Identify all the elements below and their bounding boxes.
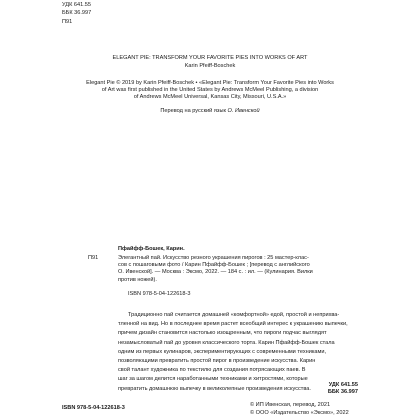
catalog-line: Элегантный пай. Искусство резного украшения пирогов : 25 мастер-клас- xyxy=(118,255,309,261)
isbn-bottom: ISBN 978-5-04-122618-3 xyxy=(62,405,125,411)
catalog-line: сов с пошаговыми фото / Карин Пфайфф-Бошек ; [перевод с английского xyxy=(118,262,310,269)
copyright-notice xyxy=(0,80,420,102)
annotation-line: шаг за шагом делится наработанными техниками и хитростями, которые xyxy=(118,376,308,383)
original-title: ELEGANT PIE: TRANSFORM YOUR FAVORITE PIES INTO WORKS OF ART xyxy=(112,55,308,61)
annotation-line: Традиционно пай считается домашней «комфортной» едой, простой и неприхва- xyxy=(128,312,340,318)
catalog-line: против ножей). xyxy=(118,276,157,283)
original-author: Karin Pfeiff-Boschek xyxy=(184,63,236,69)
annotation-line: превратить домашнюю выпечку в великолепные произведения искусства. xyxy=(118,385,311,392)
udk-bottom: УДК 641.55 xyxy=(328,382,358,388)
bbk-top: ББК 36.997 xyxy=(62,10,92,16)
annotation-line: свой талант художника по текстилю для создания потрясающих паев. В xyxy=(118,367,306,374)
annotation-line: причем дизайн становится настолько изощренным, что пироги подчас выглядят xyxy=(118,330,327,337)
annotation-line: незамысловатый пай до уровня классического торта. Карин Пфайфф-Бошек стала xyxy=(118,339,335,346)
catalog-entry xyxy=(118,255,358,284)
translation-note xyxy=(0,108,420,115)
bbk-bottom: ББК 36.997 xyxy=(327,389,358,395)
copyright-line: Elegant Pie © 2019 by Karin Pfeiff-Boschek • «Elegant Pie: Transform Your Favorite Pies into Works xyxy=(86,80,334,86)
copyright-line: of Art was first published in the United States by Andrews McMeel Publishing, a division xyxy=(101,87,319,94)
author-mark-top: П91 xyxy=(62,19,73,25)
catalog-mark: П91 xyxy=(88,255,99,261)
copyright-line: of Andrews McMeel Universal, Kansas City, Missouri, U.S.A.» xyxy=(133,94,287,101)
copyright-translation: © ИП Ивенская, перевод, 2021 xyxy=(250,402,331,408)
annotation-line: тленной на вид. Но в последнее время растет всеобщий интерес к украшению выпечки, xyxy=(118,321,348,328)
catalog-heading: Пфайфф-Бошек, Карин. xyxy=(118,246,185,252)
annotation-line: одним из первых кулинаров, экспериментирующих с современными техниками, xyxy=(118,348,327,355)
translator-name: О. Ивенской xyxy=(227,108,260,114)
catalog-isbn: ISBN 978-5-04-122618-3 xyxy=(128,291,191,297)
translation-prefix: Перевод на русский язык xyxy=(160,108,226,114)
annotation-line: позволяющими превратить простой пирог в произведение искусства. Карин xyxy=(118,358,316,365)
catalog-line: О. Ивенской]. — Москва : Эксмо, 2022. — 184 с. : ил. — (Кулинария. Вилки xyxy=(118,269,313,276)
udk-top: УДК 641.55 xyxy=(62,2,92,8)
copyright-publisher: © ООО «Издательство «Эксмо», 2022 xyxy=(250,410,349,416)
